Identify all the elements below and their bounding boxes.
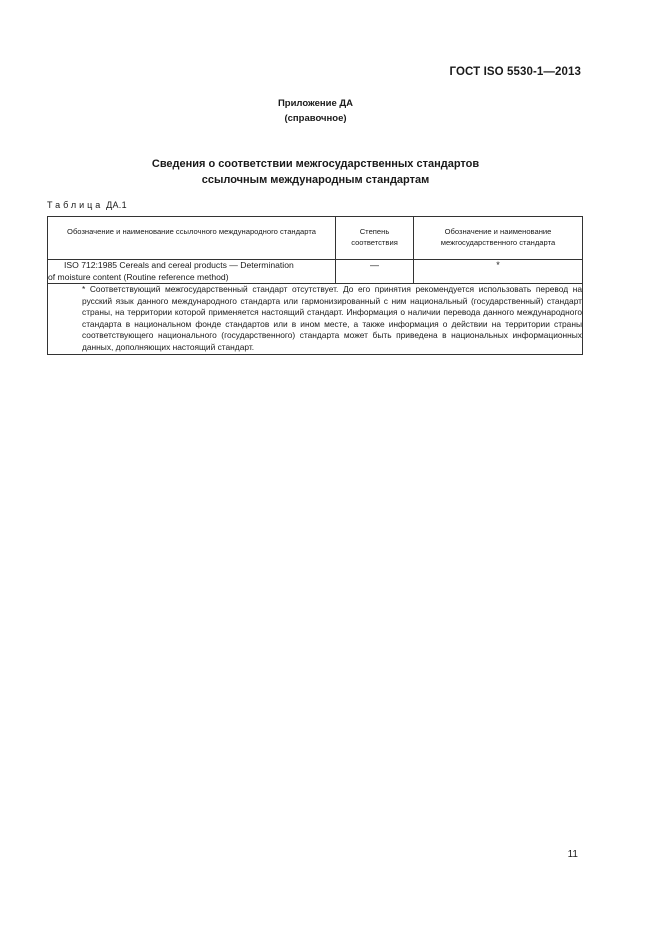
standard-designation: ГОСТ ISO 5530-1—2013 xyxy=(449,66,581,78)
table-label-prefix: Таблица xyxy=(47,200,104,210)
table-header-row xyxy=(48,217,583,260)
page-number: 11 xyxy=(567,849,578,860)
cell-reference-standard xyxy=(48,260,336,284)
title-line-2: ссылочным международным стандартам xyxy=(201,174,430,186)
table-row xyxy=(48,260,583,284)
footnote-text: * Соответствующий межгосударственный стандарт отсутствует. До его принятия рекомендуется использовать перевод на русский язык данного международного стандарта или гармонизированный с ним национальный (государственный) стандарт страны, на территории которой применяется настоящий стандарт. Информация о наличии перевода данного международного стандарта в национальном фонде стандартов или в ином месте, а также информация о действии на территории страны соответствующего национального (государственного) стандарта может быть приведена в национальных информационных данных, дополняющих настоящий стандарт. xyxy=(82,284,582,352)
appendix-title: Приложение ДА xyxy=(277,98,354,109)
reference-line-2: of moisture content (Routine reference method) xyxy=(48,271,229,282)
appendix-subtitle: (справочное) xyxy=(284,113,347,124)
table-note-row xyxy=(48,284,583,355)
correspondence-table xyxy=(47,216,583,355)
title-line-1: Сведения о соответствии межгосударственных стандартов xyxy=(151,158,480,170)
reference-line-1: ISO 712:1985 Cereals and cereal products — Determination xyxy=(64,260,294,270)
table-label-id: ДА.1 xyxy=(106,200,127,210)
header-international-standard: Обозначение и наименование ссылочного международного стандарта xyxy=(48,217,336,260)
document-title xyxy=(0,156,631,188)
appendix-heading xyxy=(0,96,631,126)
table-footnote xyxy=(48,284,583,355)
header-degree: Степень соответствия xyxy=(336,217,414,260)
table-label xyxy=(47,200,127,210)
cell-interstate: * xyxy=(414,260,583,284)
cell-degree: — xyxy=(336,260,414,284)
header-interstate-standard: Обозначение и наименование межгосударственного стандарта xyxy=(414,217,583,260)
